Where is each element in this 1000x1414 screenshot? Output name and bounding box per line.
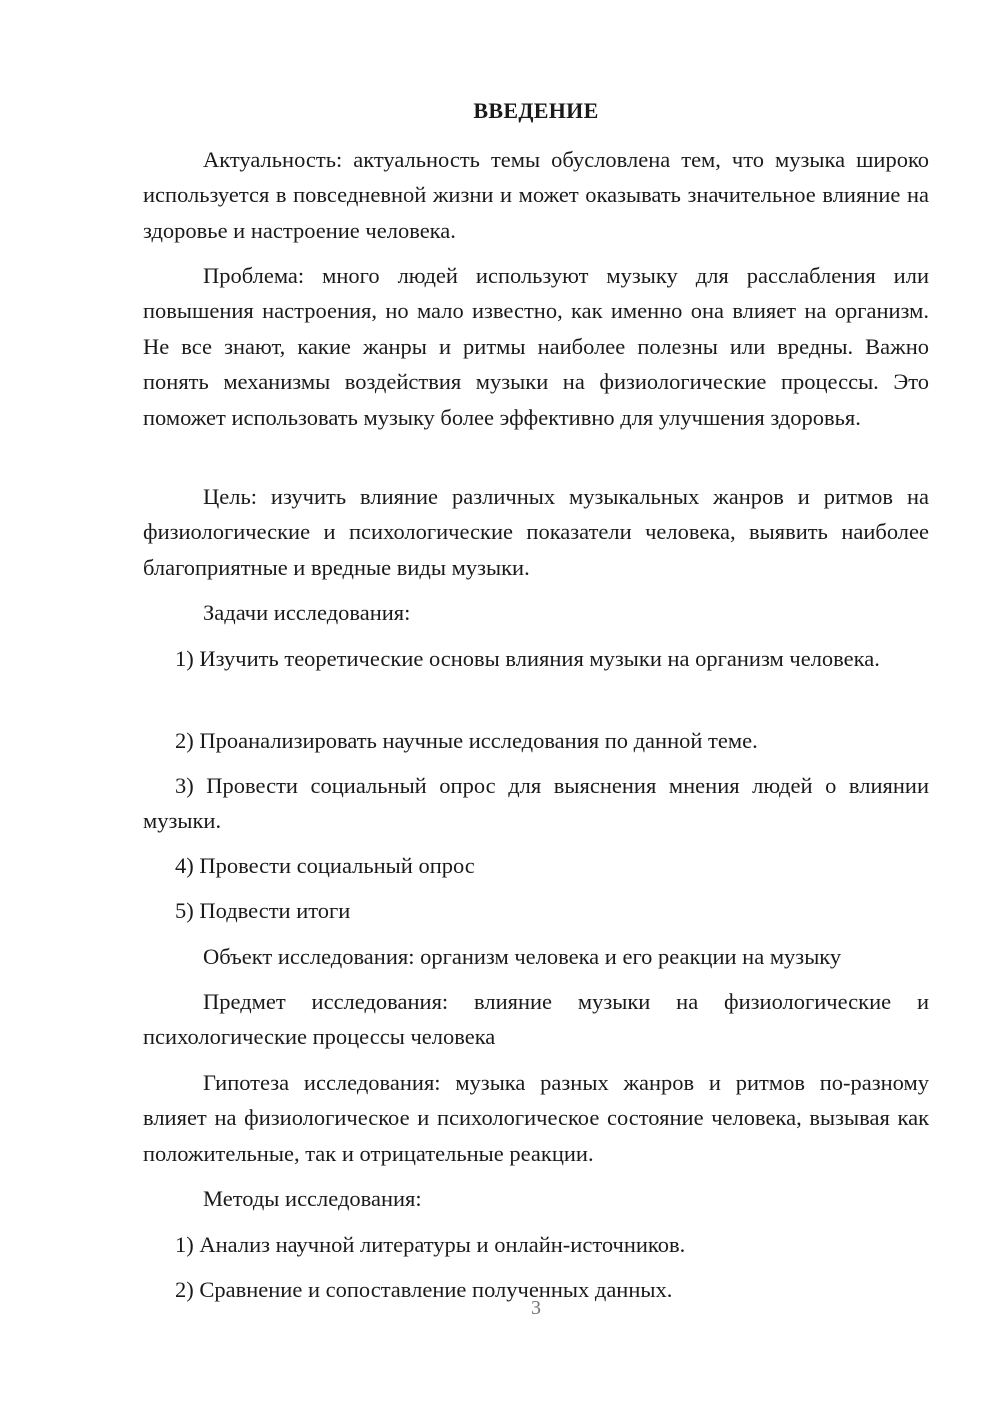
task-item-5: 5) Подвести итоги xyxy=(175,898,351,923)
method-item-1: 1) Анализ научной литературы и онлайн-источников. xyxy=(175,1232,686,1257)
paragraph-subject: Предмет исследования: влияние музыки на физиологические и психологические процессы человека xyxy=(143,989,929,1050)
method-item-2: 2) Сравнение и сопоставление полученных данных. xyxy=(175,1277,673,1302)
task-item-1: 1) Изучить теоретические основы влияния музыки на организм человека. xyxy=(175,646,880,671)
paragraph-methods-heading: Методы исследования: xyxy=(203,1186,422,1211)
paragraph-object: Объект исследования: организм человека и его реакции на музыку xyxy=(203,944,842,969)
section-heading: ВВЕДЕНИЕ xyxy=(473,98,599,123)
task-item-3: 3) Провести социальный опрос для выяснения мнения людей о влиянии музыки. xyxy=(143,773,929,834)
paragraph-hypothesis: Гипотеза исследования: музыка разных жанров и ритмов по-разному влияет на физиологическое и психологическое состояние человека, вызывая как положительные, так и отрицательные реакции. xyxy=(143,1070,929,1166)
paragraph-relevance: Актуальность: актуальность темы обусловлена тем, что музыка широко используется в повседневной жизни и может оказывать значительное влияние на здоровье и настроение человека. xyxy=(143,147,929,243)
task-item-4: 4) Провести социальный опрос xyxy=(175,853,475,878)
task-item-2: 2) Проанализировать научные исследования по данной теме. xyxy=(175,728,758,753)
page-number: 3 xyxy=(531,1297,541,1319)
paragraph-problem: Проблема: много людей используют музыку для расслабления или повышения настроения, но мало известно, как именно она влияет на организм. Не все знают, какие жанры и ритмы наиболее полезны или вредны. Важно понять механизмы воздействия музыки на физиологические процессы. Это поможет использовать музыку более эффективно для улучшения здоровья. xyxy=(143,263,929,430)
paragraph-tasks-heading: Задачи исследования: xyxy=(203,600,411,625)
paragraph-goal: Цель: изучить влияние различных музыкальных жанров и ритмов на физиологические и психологические показатели человека, выявить наиболее благоприятные и вредные виды музыки. xyxy=(143,484,929,580)
